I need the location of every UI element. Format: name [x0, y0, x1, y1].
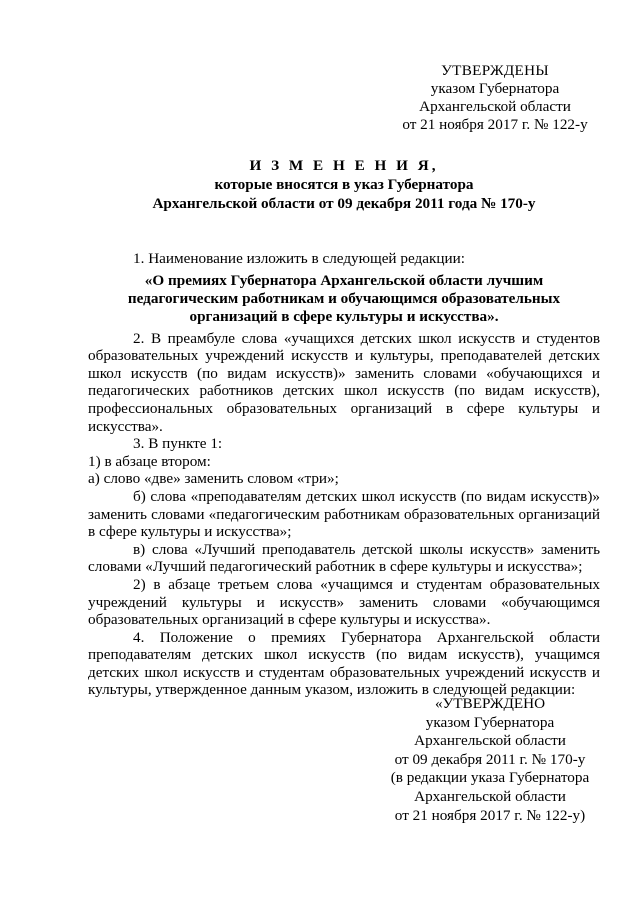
approval-header	[395, 62, 595, 134]
item-1: 1. Наименование изложить в следующей редакции:	[133, 250, 465, 267]
approval-header-line4: от 21 ноября 2017 г. № 122-у	[402, 116, 588, 133]
title-line3: Архангельской области от 09 декабря 2011 года № 170-у	[152, 195, 536, 212]
approval-header-line3: Архангельской области	[419, 98, 571, 115]
title-line1: И З М Е Н Е Н И Я,	[249, 157, 439, 174]
item-3-1-a: а) слово «две» заменить словом «три»;	[88, 470, 339, 488]
item-3-1-c: в) слова «Лучший преподаватель детской школы искусств» заменить словами «Лучший педагогический работник в сфере культуры и искусства»;	[88, 540, 600, 576]
approval-footer-line5: (в редакции указа Губернатора	[390, 769, 590, 787]
item-1-quote: «О премиях Губернатора Архангельской области лучшим педагогическим работникам и обучающимся образовательных организаций в сфере культуры и искусства».	[127, 271, 561, 325]
item-4: 4. Положение о премиях Губернатора Архангельской области преподавателям детских школ искусств (по видам искусств), учащимся детских школ искусств и студентам образовательных учреждений искусств и культуры, утвержденное данным указом, изложить в следующей редакции:	[88, 628, 600, 699]
approval-footer-line1: «УТВЕРЖДЕНО	[434, 695, 546, 712]
approval-footer-line4: от 09 декабря 2011 г. № 170-у	[394, 750, 586, 768]
document-body	[88, 250, 600, 699]
item-3-1-b: б) слова «преподавателям детских школ искусств (по видам искусств)» заменить словами «педагогическим работникам образовательных организаций в сфере культуры и искусства»;	[88, 487, 600, 541]
document-title	[88, 156, 600, 213]
approval-footer-line6: Архангельской области	[414, 787, 566, 805]
item-3-1: 1) в абзаце втором:	[88, 452, 211, 470]
approval-footer	[380, 695, 600, 825]
approval-footer-line3: Архангельской области	[414, 732, 566, 750]
title-line2: которые вносятся в указ Губернатора	[214, 176, 474, 193]
approval-header-line2: указом Губернатора	[430, 80, 560, 97]
approval-footer-line7: от 21 ноября 2017 г. № 122-у)	[394, 806, 586, 824]
item-3-2: 2) в абзаце третьем слова «учащимся и студентам образовательных учреждений культуры и искусств» заменить словами «обучающимся образовательных организаций в сфере культуры и искусства».	[88, 575, 600, 629]
approval-header-line1: УТВЕРЖДЕНЫ	[441, 62, 549, 79]
item-2: 2. В преамбуле слова «учащихся детских школ искусств и студентов образовательных учреждений искусств и культуры, преподавателей детских школ искусств (по видам искусств)» заменить словами «обучающихся и педагогических работников детских школ искусств (по видам искусств), профессиональных образовательных организаций в сфере культуры и искусства».	[88, 329, 600, 435]
item-3: 3. В пункте 1:	[133, 435, 223, 453]
approval-footer-line2: указом Губернатора	[425, 713, 555, 731]
